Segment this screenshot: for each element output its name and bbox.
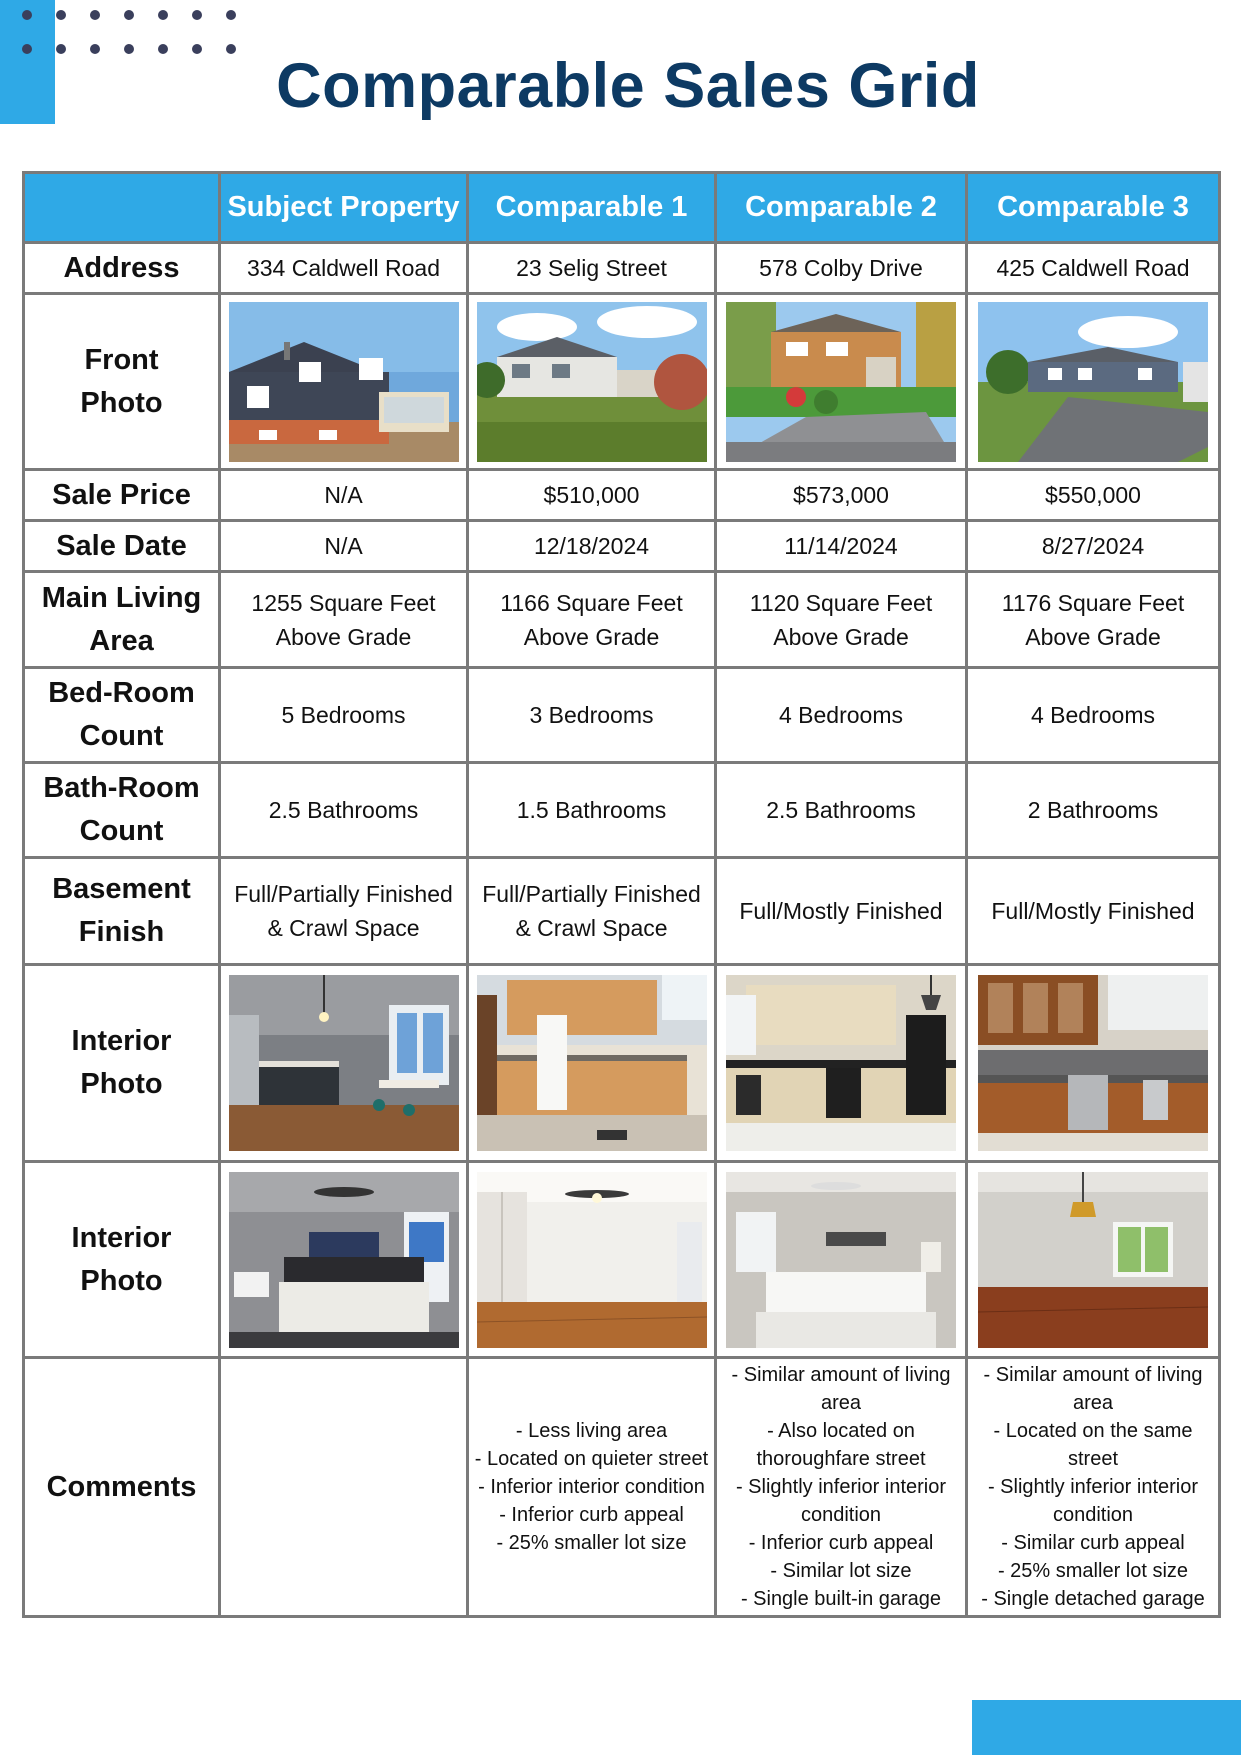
sale-date-row (24, 521, 1220, 572)
sale-date-cell: 11/14/2024 (716, 521, 967, 572)
comments-row (24, 1358, 1220, 1617)
address-cell: 334 Caldwell Road (220, 243, 468, 294)
decorative-dot (56, 10, 66, 20)
address-row (24, 243, 1220, 294)
column-header-comparable-3: Comparable 3 (967, 173, 1220, 243)
front-photo-comparable-2 (726, 302, 956, 462)
column-header-comparable-2: Comparable 2 (716, 173, 967, 243)
comment-line: - Single detached garage (981, 1588, 1205, 1610)
basement-finish-line: Full/Partially Finished (234, 881, 453, 907)
comment-line: - 25% smaller lot size (496, 1532, 687, 1554)
front-photo-row (24, 294, 1220, 470)
living-area-row (24, 572, 1220, 668)
living-area-value: 1176 Square Feet (1001, 589, 1185, 616)
comments-cell-comparable-1 (468, 1358, 716, 1617)
row-label-interior-photo: Interior Photo (24, 965, 220, 1162)
row-label-living-area: Main Living Area (24, 572, 220, 668)
row-label-sale-date: Sale Date (24, 521, 220, 572)
bedroom-photo-comparable-1 (477, 1172, 707, 1348)
bathroom-count-cell: 2 Bathrooms (967, 763, 1220, 858)
header-row (24, 173, 1220, 243)
basement-finish-line: & Crawl Space (515, 915, 668, 941)
front-photo-cell (468, 294, 716, 470)
comment-line: - Similar amount of living area (983, 1364, 1203, 1414)
basement-finish-cell (716, 858, 967, 965)
basement-finish-cell (220, 858, 468, 965)
interior-photo-cell (716, 965, 967, 1162)
decorative-dot (124, 10, 134, 20)
row-label-address: Address (24, 243, 220, 294)
row-label-bedrooms: Bed-Room Count (24, 668, 220, 763)
comment-line: - 25% smaller lot size (997, 1560, 1189, 1582)
comments-cell-subject (220, 1358, 468, 1617)
living-area-qualifier: Above Grade (523, 623, 660, 650)
row-label-comments: Comments (24, 1358, 220, 1617)
front-photo-comparable-3 (978, 302, 1208, 462)
basement-finish-line: Full/Mostly Finished (739, 898, 943, 924)
basement-finish-line: Full/Mostly Finished (991, 898, 1195, 924)
row-label-sale-price: Sale Price (24, 470, 220, 521)
bedroom-count-cell: 4 Bedrooms (716, 668, 967, 763)
row-label-bathrooms: Bath-Room Count (24, 763, 220, 858)
bedroom-photo-comparable-3 (978, 1172, 1208, 1348)
interior-photo-cell (220, 1162, 468, 1358)
decorative-dot (226, 10, 236, 20)
address-cell: 425 Caldwell Road (967, 243, 1220, 294)
bedroom-photo-subject (229, 1172, 459, 1348)
front-photo-cell (716, 294, 967, 470)
basement-finish-cell (468, 858, 716, 965)
kitchen-photo-subject (229, 975, 459, 1151)
sale-date-cell: 12/18/2024 (468, 521, 716, 572)
sale-price-cell: N/A (220, 470, 468, 521)
bedroom-count-row (24, 668, 1220, 763)
front-photo-subject (229, 302, 459, 462)
bathroom-count-row (24, 763, 1220, 858)
comment-line: - Single built-in garage (740, 1588, 942, 1610)
front-photo-cell (220, 294, 468, 470)
sale-date-cell: N/A (220, 521, 468, 572)
sale-date-cell: 8/27/2024 (967, 521, 1220, 572)
comment-line: - Also located on thoroughfare street (756, 1420, 926, 1470)
interior-photo-row-bedroom (24, 1162, 1220, 1358)
comparable-sales-table (22, 171, 1221, 1618)
comment-line: - Slightly inferior interior condition (987, 1476, 1199, 1526)
row-label-interior-photo: Interior Photo (24, 1162, 220, 1358)
sale-price-cell: $510,000 (468, 470, 716, 521)
living-area-cell (468, 572, 716, 668)
decorative-dot (22, 10, 32, 20)
bathroom-count-cell: 1.5 Bathrooms (468, 763, 716, 858)
bathroom-count-cell: 2.5 Bathrooms (220, 763, 468, 858)
comment-line: - Located on quieter street (474, 1448, 709, 1470)
living-area-cell (220, 572, 468, 668)
decorative-dot (158, 10, 168, 20)
bedroom-count-cell: 5 Bedrooms (220, 668, 468, 763)
basement-finish-cell (967, 858, 1220, 965)
living-area-value: 1255 Square Feet (251, 589, 436, 616)
footer-accent-block (972, 1700, 1241, 1755)
bedroom-count-cell: 4 Bedrooms (967, 668, 1220, 763)
interior-photo-row-kitchen (24, 965, 1220, 1162)
basement-finish-row (24, 858, 1220, 965)
comments-cell-comparable-3 (967, 1358, 1220, 1617)
comment-line: - Inferior curb appeal (748, 1532, 934, 1554)
living-area-cell (716, 572, 967, 668)
bedroom-photo-comparable-2 (726, 1172, 956, 1348)
bathroom-count-cell: 2.5 Bathrooms (716, 763, 967, 858)
interior-photo-cell (967, 965, 1220, 1162)
living-area-qualifier: Above Grade (773, 623, 909, 650)
kitchen-photo-comparable-1 (477, 975, 707, 1151)
comment-line: - Similar lot size (770, 1560, 912, 1582)
comment-line: - Inferior interior condition (478, 1476, 705, 1498)
living-area-cell (967, 572, 1220, 668)
comment-line: - Similar amount of living area (731, 1364, 951, 1414)
row-label-basement: Basement Finish (24, 858, 220, 965)
kitchen-photo-comparable-3 (978, 975, 1208, 1151)
column-header-subject: Subject Property (220, 173, 468, 243)
decorative-dot (192, 10, 202, 20)
sale-price-row (24, 470, 1220, 521)
interior-photo-cell (716, 1162, 967, 1358)
column-header-comparable-1: Comparable 1 (468, 173, 716, 243)
front-photo-cell (967, 294, 1220, 470)
living-area-value: 1166 Square Feet (500, 589, 683, 616)
sale-price-cell: $550,000 (967, 470, 1220, 521)
decorative-dot (90, 10, 100, 20)
living-area-qualifier: Above Grade (1025, 623, 1161, 650)
comment-line: - Similar curb appeal (1001, 1532, 1185, 1554)
interior-photo-cell (967, 1162, 1220, 1358)
interior-photo-cell (468, 965, 716, 1162)
comments-cell-comparable-2 (716, 1358, 967, 1617)
header-corner-cell (24, 173, 220, 243)
bedroom-count-cell: 3 Bedrooms (468, 668, 716, 763)
page-title: Comparable Sales Grid (276, 51, 980, 121)
interior-photo-cell (220, 965, 468, 1162)
kitchen-photo-comparable-2 (726, 975, 956, 1151)
comment-line: - Slightly inferior interior condition (735, 1476, 947, 1526)
comment-line: - Less living area (515, 1420, 668, 1442)
living-area-value: 1120 Square Feet (749, 589, 933, 616)
row-label-front-photo: Front Photo (24, 294, 220, 470)
living-area-qualifier: Above Grade (275, 623, 412, 650)
comment-line: - Located on the same street (993, 1420, 1193, 1470)
basement-finish-line: Full/Partially Finished (482, 881, 701, 907)
address-cell: 578 Colby Drive (716, 243, 967, 294)
address-cell: 23 Selig Street (468, 243, 716, 294)
front-photo-comparable-1 (477, 302, 707, 462)
sale-price-cell: $573,000 (716, 470, 967, 521)
interior-photo-cell (468, 1162, 716, 1358)
comment-line: - Inferior curb appeal (499, 1504, 684, 1526)
basement-finish-line: & Crawl Space (267, 915, 420, 941)
